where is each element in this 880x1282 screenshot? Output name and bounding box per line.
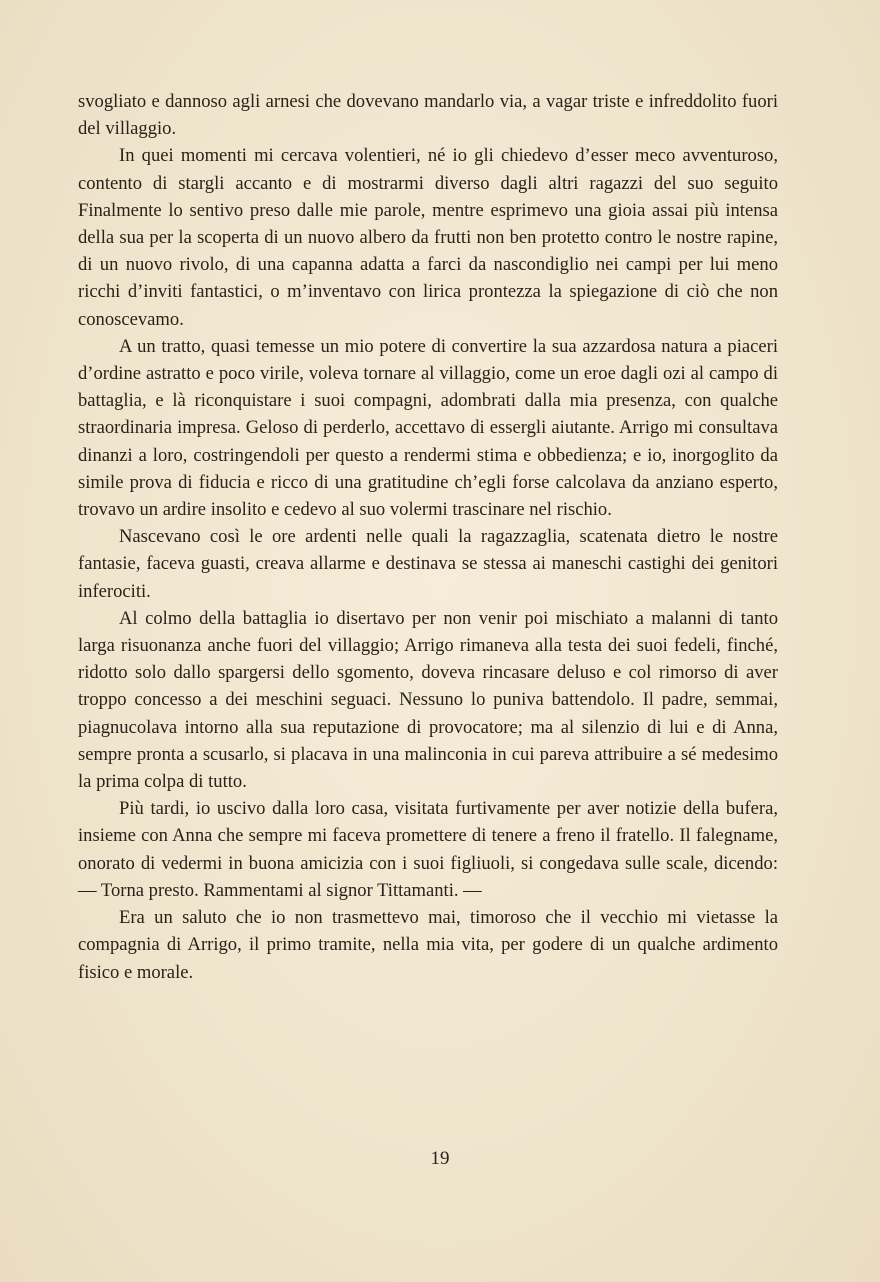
paragraph: Più tardi, io uscivo dalla loro casa, visitata furtivamente per aver notizie della bufera, insieme con Anna che sempre mi faceva promettere di tenere a freno il fratello. Il falegname, onorato di vedermi in buona amicizia con i suoi figliuoli, si congedava sulle scale, dicendo: — Torna presto. Rammentami al signor Tittamanti. — — [78, 798, 778, 901]
body-text — [78, 88, 778, 986]
page-number: 19 — [430, 1148, 450, 1169]
paragraph: A un tratto, quasi temesse un mio potere di convertire la sua azzardosa natura a piaceri d’ordine astratto e poco virile, voleva tornare al villaggio, come un eroe dagli ozi al campo di battaglia, e là riconquistare i suoi compagni, adombrati dalla mia presenza, con qualche straordinaria impresa. Geloso di perderlo, accettavo di essergli aiutante. Arrigo mi consultava dinanzi a loro, costringendoli per questo a rendermi stima e obbedienza; e io, inorgoglito da simile prova di fiducia e ricco di una gratitudine ch’egli forse calcolava da anziano esperto, trovavo un ardire insolito e cedevo al suo volermi trascinare nel rischio. — [78, 335, 778, 521]
paragraph: In quei momenti mi cercava volentieri, né io gli chiedevo d’esser meco avventuroso, contento di stargli accanto e di mostrarmi diverso dagli altri ragazzi del suo seguito Finalmente lo sentivo preso dalle mie parole, mentre esprimevo una gioia assai più intensa della sua per la scoperta di un nuovo albero da frutti non ben protetto contro le nostre rapine, di un nuovo rivolo, di una capanna adatta a farci da nascondiglio nei campi per lui meno ricchi d’inviti fantastici, o m’inventavo con lirica prontezza la spiegazione di ciò che non conoscevamo. — [78, 145, 778, 330]
paragraph: svogliato e dannoso agli arnesi che dovevano mandarlo via, a vagar triste e infreddolito fuori del villaggio. — [78, 91, 778, 140]
paragraph: Nascevano così le ore ardenti nelle quali la ragazzaglia, scatenata dietro le nostre fantasie, faceva guasti, creava allarme e destinava se stessa ai maneschi castighi dei genitori inferociti. — [78, 526, 778, 602]
paragraph: Era un saluto che io non trasmettevo mai, timoroso che il vecchio mi vietasse la compagnia di Arrigo, il primo tramite, nella mia vita, per godere di un qualche ardimento fisico e morale. — [78, 907, 778, 983]
paragraph: Al colmo della battaglia io disertavo per non venir poi mischiato a malanni di tanto larga risuonanza anche fuori del villaggio; Arrigo rimaneva alla testa dei suoi fedeli, finché, ridotto solo dallo spargersi dello sgomento, doveva rincasare deluso e col rimorso di aver troppo concesso a dei meschini seguaci. Nessuno lo puniva battendolo. Il padre, semmai, piagnucolava intorno alla sua reputazione di provocatore; ma al silenzio di lui e di Anna, sempre pronta a scusarlo, si placava in una malinconia in cui pareva attribuire a sé medesimo la prima colpa di tutto. — [78, 607, 778, 793]
